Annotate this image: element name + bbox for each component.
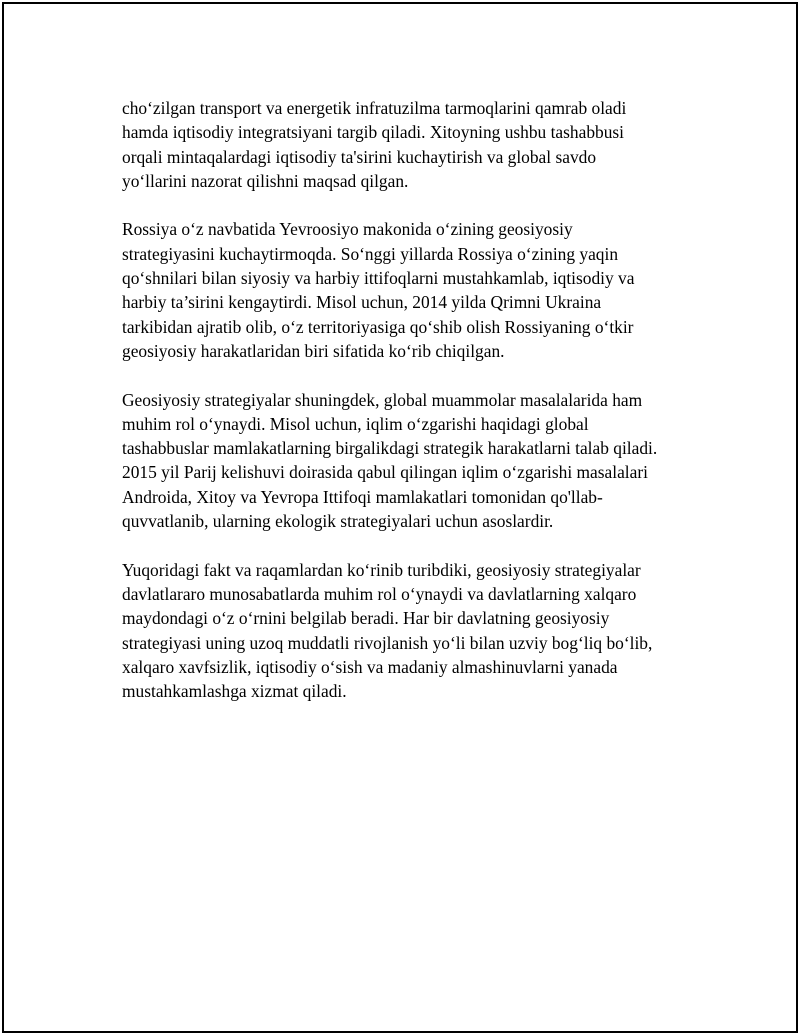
text-line: orqali mintaqalardagi iqtisodiy ta'sirini kuchaytirish va global savdo bbox=[122, 146, 597, 167]
text-line: davlatlararo munosabatlarda muhim rol o‘ynaydi va davlatlarning xalqaro bbox=[122, 583, 637, 604]
text-line: Androida, Xitoy va Yevropa Ittifoqi mamlakatlari tomonidan qo'llab- bbox=[122, 486, 603, 507]
text-line: tashabbuslar mamlakatlarning birgalikdagi strategik harakatlarni talab qiladi. bbox=[122, 438, 658, 459]
text-line: harbiy ta’sirini kengaytirdi. Misol uchun, 2014 yilda Qrimni Ukraina bbox=[122, 292, 602, 313]
paragraph-3 bbox=[122, 388, 722, 534]
text-line: cho‘zilgan transport va energetik infratuzilma tarmoqlarini qamrab oladi bbox=[122, 98, 627, 118]
page-frame bbox=[2, 2, 798, 1033]
text-line: Yuqoridagi fakt va raqamlardan ko‘rinib turibdiki, geosiyosiy strategiyalar bbox=[122, 559, 641, 580]
text-line: tarkibidan ajratib olib, o‘z territoriyasiga qo‘shib olish Rossiyaning o‘tkir bbox=[122, 316, 634, 337]
text-line: hamda iqtisodiy integratsiyani targib qiladi. Xitoyning ushbu tashabbusi bbox=[122, 122, 625, 143]
document-body bbox=[122, 96, 722, 728]
text-line: quvvatlanib, ularning ekologik strategiyalari uchun asoslardir. bbox=[122, 511, 554, 532]
paragraph-4 bbox=[122, 558, 722, 704]
text-line: strategiyasini kuchaytirmoqda. So‘nggi yillarda Rossiya o‘zining yaqin bbox=[122, 243, 619, 264]
text-line: Geosiyosiy strategiyalar shuningdek, global muammolar masalalarida ham bbox=[122, 389, 643, 410]
text-line: Rossiya o‘z navbatida Yevroosiyo makonida o‘zining geosiyosiy bbox=[122, 219, 573, 240]
text-line: qo‘shnilari bilan siyosiy va harbiy ittifoqlarni mustahkamlab, iqtisodiy va bbox=[122, 268, 635, 289]
text-line: maydondagi o‘z o‘rnini belgilab beradi. Har bir davlatning geosiyosiy bbox=[122, 608, 610, 629]
paragraph-2 bbox=[122, 217, 722, 363]
paragraph-1 bbox=[122, 96, 722, 193]
text-line: muhim rol o‘ynaydi. Misol uchun, iqlim o‘zgarishi haqidagi global bbox=[122, 413, 589, 434]
text-line: geosiyosiy harakatlaridan biri sifatida ko‘rib chiqilgan. bbox=[122, 340, 505, 361]
text-line: xalqaro xavfsizlik, iqtisodiy o‘sish va madaniy almashinuvlarni yanada bbox=[122, 656, 618, 677]
text-line: strategiyasi uning uzoq muddatli rivojlanish yo‘li bilan uzviy bog‘liq bo‘lib, bbox=[122, 632, 653, 653]
text-line: 2015 yil Parij kelishuvi doirasida qabul qilingan iqlim o‘zgarishi masalalari bbox=[122, 462, 648, 483]
text-line: mustahkamlashga xizmat qiladi. bbox=[122, 681, 347, 702]
text-line: yo‘llarini nazorat qilishni maqsad qilgan. bbox=[122, 170, 409, 191]
